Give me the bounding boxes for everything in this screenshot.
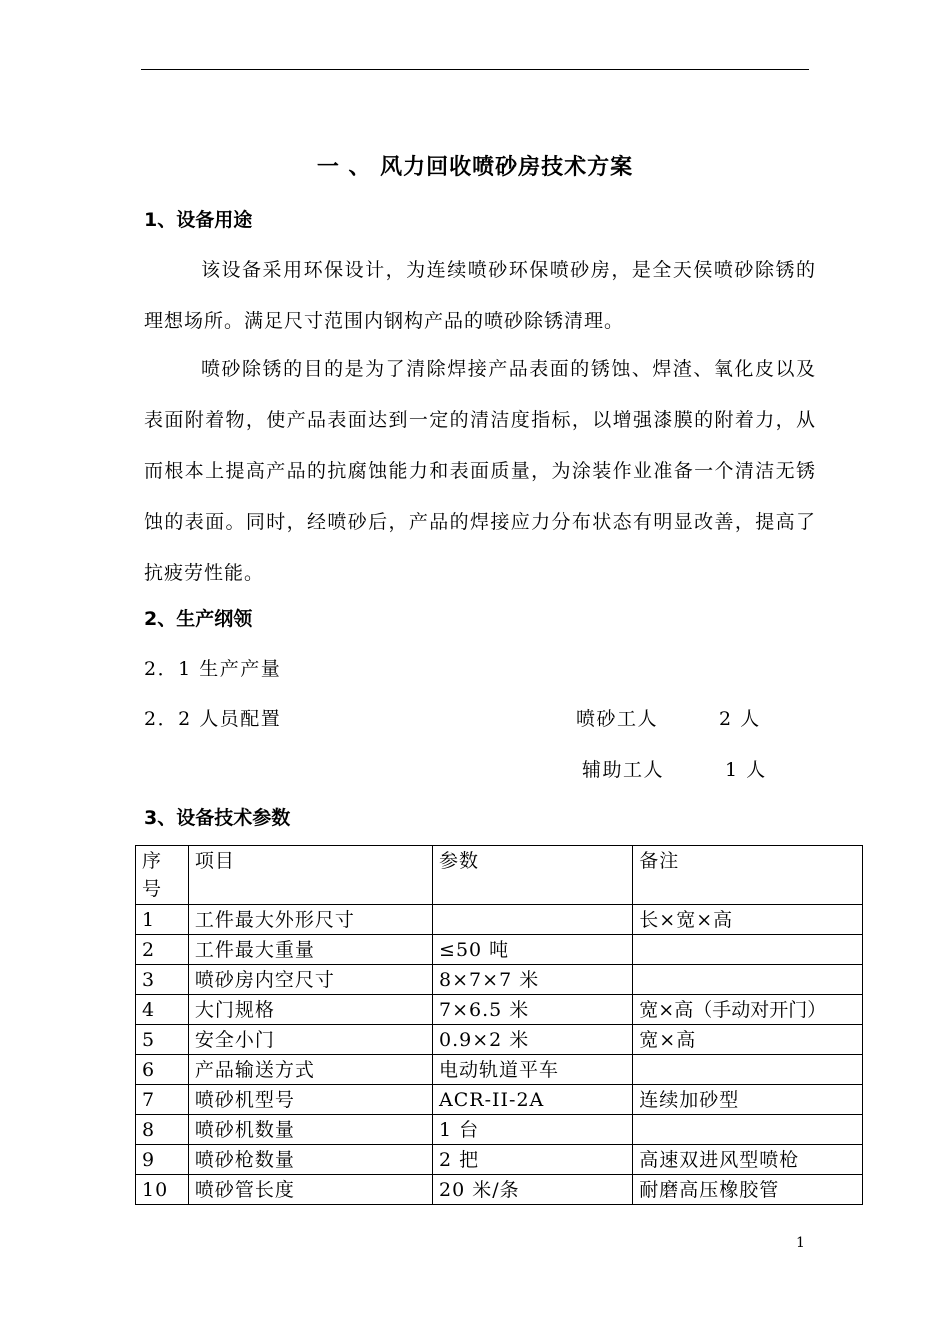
staff-role: 辅助工人 [582,759,665,781]
section-3-heading: 3、设备技术参数 [144,807,291,829]
table-cell: 电动轨道平车 [433,1055,633,1085]
table-cell: 安全小门 [188,1025,432,1055]
table-cell: 0.9×2 米 [433,1025,633,1055]
table-cell: 10 [136,1175,189,1205]
table-cell: 连续加砂型 [633,1085,863,1115]
table-row [136,965,863,995]
section-1-heading: 1、设备用途 [144,209,253,231]
table-row [136,1085,863,1115]
table-cell: 4 [136,995,189,1025]
staff-count: 2 人 [719,708,761,730]
table-cell: 喷砂房内空尺寸 [188,965,432,995]
table-cell: 工件最大外形尺寸 [188,905,432,935]
table-row [136,1145,863,1175]
column-header: 序号 [136,846,189,905]
section-2-heading: 2、生产纲领 [144,608,253,630]
production-output-item: 2．1 生产产量 [144,658,282,680]
table-row [136,1115,863,1145]
table-row [136,995,863,1025]
table-cell: 2 把 [433,1145,633,1175]
section-1-paragraph-2: 喷砂除锈的目的是为了清除焊接产品表面的锈蚀、焊渣、氧化皮以及表面附着物，使产品表面达到一定的清洁度指标，以增强漆膜的附着力，从而根本上提高产品的抗腐蚀能力和表面质量，为涂装作业准备一个清洁无锈蚀的表面。同时，经喷砂后，产品的焊接应力分布状态有明显改善，提高了抗疲劳性能。 [144,358,816,584]
staff-role: 喷砂工人 [576,708,659,730]
table-row [136,905,863,935]
section-1-paragraph-1: 该设备采用环保设计，为连续喷砂环保喷砂房，是全天侯喷砂除锈的理想场所。满足尺寸范围内钢构产品的喷砂除锈清理。 [144,259,816,332]
table-cell: 3 [136,965,189,995]
table-cell: 喷砂机型号 [188,1085,432,1115]
table-cell: ACR-II-2A [433,1085,633,1115]
table-cell: 1 [136,905,189,935]
table-cell: 7 [136,1085,189,1115]
table-cell: 5 [136,1025,189,1055]
staff-count: 1 人 [725,759,767,781]
column-header: 备注 [633,846,863,905]
table-cell [633,1055,863,1085]
table-cell [633,1115,863,1145]
column-header: 参数 [433,846,633,905]
table-cell: 喷砂枪数量 [188,1145,432,1175]
table-cell: 宽×高（手动对开门） [633,995,863,1025]
table-cell: 20 米/条 [433,1175,633,1205]
table-cell: 高速双进风型喷枪 [633,1145,863,1175]
table-row [136,1025,863,1055]
table-cell [433,905,633,935]
table-cell [633,935,863,965]
table-cell: 7×6.5 米 [433,995,633,1025]
column-header: 项目 [188,846,432,905]
table-cell: 工件最大重量 [188,935,432,965]
table-cell [633,965,863,995]
spec-table [135,845,863,1205]
table-cell: 喷砂管长度 [188,1175,432,1205]
table-cell: 9 [136,1145,189,1175]
table-cell: 长×宽×高 [633,905,863,935]
table-cell: 8×7×7 米 [433,965,633,995]
table-cell: 产品输送方式 [188,1055,432,1085]
table-cell: ≤50 吨 [433,935,633,965]
table-cell: 大门规格 [188,995,432,1025]
page-number: 1 [796,1235,805,1251]
table-header-row [136,846,863,905]
table-cell: 8 [136,1115,189,1145]
table-cell: 1 台 [433,1115,633,1145]
table-cell: 2 [136,935,189,965]
table-cell: 6 [136,1055,189,1085]
staffing-item: 2．2 人员配置 [144,708,282,730]
page-title: 一 、 风力回收喷砂房技术方案 [316,155,634,180]
table-row [136,1055,863,1085]
table-cell: 宽×高 [633,1025,863,1055]
table-row [136,1175,863,1205]
table-cell: 耐磨高压橡胶管 [633,1175,863,1205]
header-rule [141,69,809,70]
table-cell: 喷砂机数量 [188,1115,432,1145]
table-row [136,935,863,965]
